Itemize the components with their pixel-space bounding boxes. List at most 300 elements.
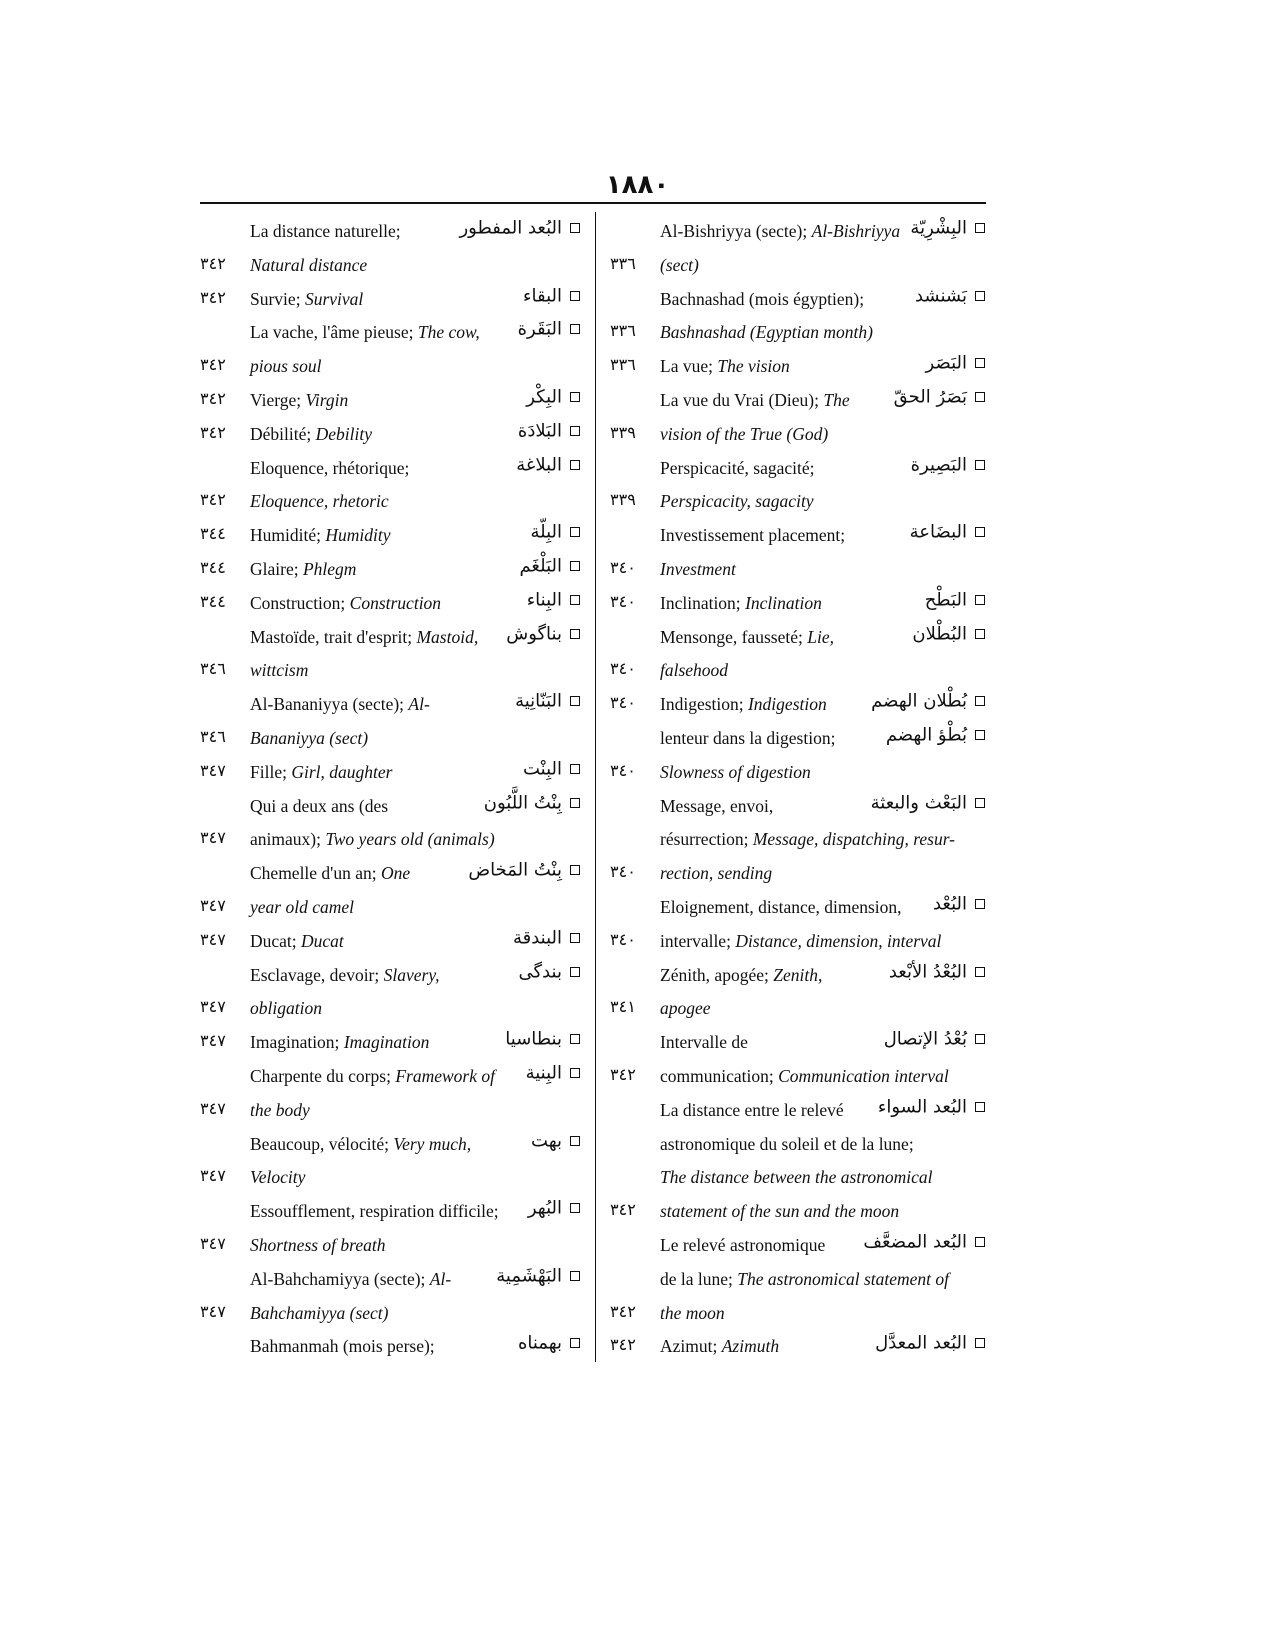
dictionary-line — [190, 1297, 590, 1331]
dictionary-line — [600, 384, 995, 418]
dictionary-line — [190, 249, 590, 283]
arabic-term: بهت — [531, 1130, 562, 1152]
dictionary-line — [190, 1161, 590, 1195]
translation-text — [660, 356, 790, 377]
english-text: year old camel — [250, 896, 354, 917]
dictionary-line — [600, 587, 995, 621]
arabic-headword — [894, 386, 985, 408]
translation-text — [250, 1032, 429, 1053]
french-text: La vache, l'âme pieuse; — [250, 322, 414, 343]
dictionary-line — [190, 316, 590, 350]
translation-text — [250, 390, 348, 411]
arabic-term: البُهر — [527, 1197, 562, 1219]
arabic-headword — [889, 961, 985, 983]
entry-bullet-icon — [975, 1102, 985, 1112]
translation-text — [250, 1269, 451, 1290]
entry-bullet-icon — [570, 967, 580, 977]
english-text: wittcism — [250, 660, 309, 681]
french-text: lenteur dans la digestion; — [660, 727, 836, 748]
dictionary-line — [190, 418, 590, 452]
page-reference: ٣٤٠ — [610, 929, 636, 949]
entry-bullet-icon — [570, 527, 580, 537]
arabic-term: البَهْشَمِية — [496, 1265, 562, 1287]
arabic-term: بَشنشد — [914, 285, 967, 307]
dictionary-line — [190, 215, 590, 249]
translation-text — [660, 593, 822, 614]
french-text: de la lune; — [660, 1268, 733, 1289]
arabic-headword — [875, 1332, 985, 1354]
entry-bullet-icon — [570, 1068, 580, 1078]
dictionary-line — [190, 553, 590, 587]
entry-bullet-icon — [975, 460, 985, 470]
page-reference: ٣٤٧ — [200, 895, 226, 915]
arabic-term: البُعد المفطور — [459, 217, 562, 239]
dictionary-line — [600, 654, 995, 688]
page-reference: ٣٤٤ — [200, 591, 226, 611]
translation-text — [250, 1100, 310, 1121]
page-reference: ٣٤٠ — [610, 557, 636, 577]
entry-bullet-icon — [570, 460, 580, 470]
dictionary-line — [190, 688, 590, 722]
translation-text — [660, 728, 835, 749]
arabic-headword — [505, 1028, 580, 1050]
french-text: Essoufflement, respiration difficile; — [250, 1201, 499, 1222]
left-column — [190, 215, 590, 1364]
translation-text — [660, 1336, 779, 1357]
english-text: Investment — [660, 558, 736, 579]
translation-text — [250, 1134, 471, 1155]
dictionary-line — [600, 485, 995, 519]
page-reference: ٣٣٩ — [610, 490, 636, 510]
dictionary-line — [190, 587, 590, 621]
dictionary-line — [600, 722, 995, 756]
translation-text — [660, 627, 834, 648]
french-text: Humidité; — [250, 525, 321, 546]
dictionary-line — [190, 452, 590, 486]
arabic-term: بهمناه — [517, 1332, 562, 1354]
translation-text — [250, 796, 388, 817]
english-text: Eloquence, rhetoric — [250, 491, 389, 512]
entry-bullet-icon — [975, 730, 985, 740]
english-text: vision of the True (God) — [660, 423, 829, 444]
french-text: Zénith, apogée; — [660, 964, 769, 985]
translation-text — [660, 390, 850, 411]
page-reference: ٣٤٠ — [610, 659, 636, 679]
page-reference: ٣٤٢ — [610, 1064, 636, 1084]
arabic-term: البَعْث والبعثة — [870, 792, 967, 814]
entry-bullet-icon — [570, 291, 580, 301]
entry-bullet-icon — [570, 324, 580, 334]
english-text: Lie, — [807, 626, 835, 647]
page-reference: ٣٣٦ — [610, 355, 636, 375]
translation-text — [660, 255, 699, 276]
translation-text — [660, 289, 864, 310]
dictionary-line — [600, 823, 995, 857]
entry-bullet-icon — [975, 1237, 985, 1247]
arabic-term: البندقة — [512, 927, 562, 949]
arabic-headword — [518, 318, 580, 340]
translation-text — [250, 255, 367, 276]
french-text: Message, envoi, — [660, 795, 774, 816]
arabic-headword — [910, 521, 985, 543]
english-text: falsehood — [660, 660, 729, 681]
arabic-term: البقاء — [523, 285, 562, 307]
english-text: Ducat — [301, 930, 344, 951]
dictionary-line — [600, 553, 995, 587]
arabic-headword — [526, 386, 580, 408]
french-text: Imagination; — [250, 1032, 340, 1053]
arabic-term: البلاغة — [516, 454, 562, 476]
french-text: Al-Bishriyya (secte); — [660, 221, 808, 241]
arabic-headword — [871, 690, 985, 712]
arabic-headword — [526, 1062, 580, 1084]
french-text: Al-Bananiyya (secte); — [250, 694, 405, 715]
dictionary-line — [190, 756, 590, 790]
dictionary-line — [600, 688, 995, 722]
french-text: Eloquence, rhétorique; — [250, 457, 410, 478]
english-text: Indigestion — [747, 694, 827, 715]
arabic-headword — [515, 690, 580, 712]
translation-text — [250, 965, 440, 986]
page-reference: ٣٤٢ — [610, 1335, 636, 1355]
english-text: apogee — [660, 998, 711, 1019]
translation-text — [660, 1134, 914, 1155]
page-reference: ٣٤٠ — [610, 760, 636, 780]
arabic-headword — [528, 1197, 580, 1219]
english-text: Al- — [429, 1268, 452, 1289]
arabic-term: البِنية — [525, 1062, 562, 1084]
translation-text — [250, 525, 390, 546]
arabic-headword — [530, 521, 580, 543]
dictionary-line — [600, 857, 995, 891]
dictionary-line — [600, 1297, 995, 1331]
english-text: Humidity — [325, 525, 391, 546]
translation-text — [250, 458, 409, 479]
right-column — [600, 215, 995, 1364]
dictionary-line — [600, 1128, 995, 1162]
french-text: Eloignement, distance, dimension, — [660, 896, 902, 917]
dictionary-line — [190, 722, 590, 756]
arabic-headword — [878, 1096, 985, 1118]
dictionary-line — [190, 485, 590, 519]
french-text: Qui a deux ans (des — [250, 795, 389, 816]
arabic-headword — [915, 285, 985, 307]
dictionary-line — [600, 959, 995, 993]
arabic-term: البَقَرة — [517, 318, 562, 340]
arabic-headword — [518, 420, 580, 442]
page-reference: ٣٤٤ — [200, 524, 226, 544]
dictionary-line — [190, 925, 590, 959]
translation-text — [660, 1066, 949, 1087]
translation-text — [250, 289, 363, 310]
entry-bullet-icon — [975, 1338, 985, 1348]
arabic-term: بناگوش — [506, 623, 562, 645]
dictionary-line — [190, 823, 590, 857]
translation-text — [660, 965, 822, 986]
dictionary-line — [190, 283, 590, 317]
arabic-term: بِنْتُ المَخاض — [468, 859, 562, 881]
entry-bullet-icon — [975, 1034, 985, 1044]
entry-bullet-icon — [570, 1338, 580, 1348]
translation-text — [660, 221, 900, 242]
french-text: résurrection; — [660, 829, 749, 850]
arabic-term: البُعد المعدَّل — [875, 1332, 967, 1354]
arabic-headword — [523, 758, 580, 780]
page-reference: ٣٤٧ — [200, 1301, 226, 1321]
english-text: the body — [250, 1099, 310, 1120]
page-reference: ٣٤١ — [610, 997, 636, 1017]
arabic-headword — [518, 1332, 580, 1354]
arabic-headword — [523, 285, 580, 307]
french-text: Débilité; — [250, 423, 312, 444]
english-text: (sect) — [660, 254, 699, 275]
french-text: intervalle; — [660, 930, 731, 951]
translation-text — [250, 1303, 388, 1324]
english-text: Survival — [304, 288, 364, 309]
page-reference: ٣٤٠ — [610, 862, 636, 882]
english-text: pious soul — [250, 356, 322, 377]
translation-text — [250, 1167, 305, 1188]
dictionary-line — [600, 1026, 995, 1060]
dictionary-line — [600, 249, 995, 283]
english-text: Girl, daughter — [291, 761, 393, 782]
arabic-term: البضَاعة — [909, 521, 967, 543]
translation-text — [250, 829, 495, 850]
dictionary-line — [190, 1128, 590, 1162]
entry-bullet-icon — [570, 1034, 580, 1044]
dictionary-line — [190, 1195, 590, 1229]
english-text: The cow, — [417, 322, 480, 343]
arabic-term: بِنْتُ اللَّبُون — [483, 792, 562, 814]
page-reference: ٣٤٦ — [200, 726, 226, 746]
english-text: Construction — [349, 592, 442, 613]
dictionary-line — [600, 1263, 995, 1297]
translation-text — [660, 931, 941, 952]
dictionary-line — [190, 654, 590, 688]
french-text: Ducat; — [250, 930, 297, 951]
entry-bullet-icon — [570, 764, 580, 774]
dictionary-line — [190, 857, 590, 891]
dictionary-line — [600, 1161, 995, 1195]
page-reference: ٣٤٢ — [200, 422, 226, 442]
translation-text — [660, 322, 873, 343]
english-text: One — [380, 863, 411, 884]
arabic-headword — [519, 961, 580, 983]
arabic-headword — [513, 927, 580, 949]
dictionary-line — [600, 621, 995, 655]
english-text: Very much, — [393, 1133, 472, 1154]
french-text: Esclavage, devoir; — [250, 964, 380, 985]
dictionary-line — [190, 1094, 590, 1128]
arabic-term: بُطْؤ الهضم — [885, 724, 967, 746]
column-divider — [595, 212, 596, 1362]
page-reference: ٣٤٧ — [200, 1233, 226, 1253]
entry-bullet-icon — [570, 1271, 580, 1281]
french-text: La vue du Vrai (Dieu); — [660, 389, 819, 410]
dictionary-line — [600, 350, 995, 384]
french-text: Vierge; — [250, 389, 302, 410]
translation-text — [660, 458, 815, 479]
arabic-headword — [911, 454, 985, 476]
arabic-term: البَصِيرة — [910, 454, 967, 476]
translation-text — [250, 1235, 385, 1256]
dictionary-line — [190, 350, 590, 384]
english-text: Zenith, — [773, 964, 823, 985]
english-text: Bananiyya (sect) — [250, 727, 369, 748]
french-text: Azimut; — [660, 1336, 718, 1357]
dictionary-line — [600, 283, 995, 317]
french-text: communication; — [660, 1065, 774, 1086]
translation-text — [660, 998, 711, 1019]
english-text: Inclination — [745, 592, 822, 613]
entry-bullet-icon — [570, 798, 580, 808]
arabic-term: بنطاسيا — [505, 1028, 562, 1050]
translation-text — [660, 424, 828, 445]
french-text: Al-Bahchamiyya (secte); — [250, 1268, 426, 1289]
translation-text — [250, 322, 480, 343]
dictionary-line — [600, 891, 995, 925]
translation-text — [660, 525, 845, 546]
translation-text — [660, 1235, 825, 1256]
page-reference: ٣٤٤ — [200, 557, 226, 577]
arabic-headword — [863, 1231, 985, 1253]
entry-bullet-icon — [975, 527, 985, 537]
dictionary-line — [600, 452, 995, 486]
english-text: Imagination — [343, 1032, 430, 1053]
translation-text — [660, 796, 773, 817]
page-reference: ٣٤٢ — [610, 1200, 636, 1220]
page-reference: ٣٤٢ — [200, 287, 226, 307]
translation-text — [660, 1303, 725, 1324]
translation-text — [660, 762, 811, 783]
translation-text — [660, 897, 902, 918]
english-text: obligation — [250, 998, 322, 1019]
arabic-headword — [519, 555, 580, 577]
french-text: animaux); — [250, 829, 321, 850]
french-text: La distance naturelle; — [250, 221, 401, 241]
translation-text — [250, 593, 441, 614]
arabic-term: البُعْدُ الأبْعد — [888, 961, 967, 983]
entry-bullet-icon — [570, 595, 580, 605]
entry-bullet-icon — [570, 426, 580, 436]
arabic-headword — [496, 1265, 580, 1287]
arabic-headword — [516, 454, 580, 476]
dictionary-line — [190, 1263, 590, 1297]
dictionary-line — [600, 1229, 995, 1263]
arabic-headword — [871, 792, 985, 814]
translation-text — [250, 762, 392, 783]
english-text: The vision — [717, 356, 790, 377]
page-reference: ٣٤٢ — [200, 490, 226, 510]
french-text: Perspicacité, sagacité; — [660, 457, 815, 478]
english-text: The — [823, 389, 850, 410]
translation-text — [660, 660, 728, 681]
arabic-term: البِنْت — [522, 758, 562, 780]
french-text: Fille; — [250, 761, 287, 782]
french-text: Intervalle de — [660, 1032, 748, 1053]
french-text: La distance entre le relevé — [660, 1099, 844, 1120]
english-text: Phlegm — [302, 558, 357, 579]
translation-text — [660, 863, 772, 884]
french-text: Bachnashad (mois égyptien); — [660, 288, 865, 309]
page-reference: ٣٣٦ — [610, 321, 636, 341]
french-text: Glaire; — [250, 558, 299, 579]
translation-text — [250, 728, 368, 749]
english-text: The astronomical statement of — [737, 1268, 950, 1289]
arabic-term: البِلّة — [530, 521, 562, 543]
english-text: Communication interval — [778, 1065, 949, 1086]
french-text: Le relevé astronomique — [660, 1234, 826, 1255]
arabic-term: البُعْد — [932, 893, 967, 915]
arabic-headword — [484, 792, 580, 814]
dictionary-line — [600, 519, 995, 553]
arabic-term: البَلْغَم — [519, 555, 562, 577]
page-reference: ٣٤٢ — [200, 388, 226, 408]
arabic-headword — [527, 589, 580, 611]
english-text: Bahchamiyya (sect) — [250, 1302, 389, 1323]
dictionary-line — [190, 959, 590, 993]
entry-bullet-icon — [975, 967, 985, 977]
page-reference: ٣٤٧ — [200, 828, 226, 848]
english-text: Mastoid, — [416, 626, 479, 647]
arabic-headword — [925, 589, 985, 611]
dictionary-line — [600, 925, 995, 959]
arabic-headword — [926, 352, 985, 374]
english-text: Azimuth — [721, 1336, 780, 1357]
english-text: Natural distance — [250, 254, 368, 275]
arabic-term: البُطْلان — [912, 623, 967, 645]
page-reference: ٣٤٧ — [200, 1031, 226, 1051]
entry-bullet-icon — [570, 865, 580, 875]
translation-text — [660, 559, 736, 580]
entry-bullet-icon — [570, 696, 580, 706]
translation-text — [250, 1201, 499, 1222]
english-text: Al- — [408, 694, 430, 715]
arabic-term: البَطْح — [924, 589, 967, 611]
french-text: Construction; — [250, 592, 346, 613]
translation-text — [660, 491, 814, 512]
translation-text — [660, 1100, 844, 1121]
arabic-term: البُعد المضعَّف — [863, 1231, 967, 1253]
dictionary-line — [190, 384, 590, 418]
entry-bullet-icon — [975, 696, 985, 706]
english-text: rection, sending — [660, 863, 773, 884]
arabic-term: بُعْدُ الإتصال — [883, 1028, 967, 1050]
translation-text — [250, 998, 322, 1019]
entry-bullet-icon — [975, 291, 985, 301]
translation-text — [250, 356, 321, 377]
french-text: Investissement placement; — [660, 525, 846, 546]
entry-bullet-icon — [975, 358, 985, 368]
page-reference: ٣٤٢ — [200, 355, 226, 375]
page-reference: ٣٤٧ — [200, 760, 226, 780]
dictionary-line — [600, 1060, 995, 1094]
page-reference: ٣٤٦ — [200, 659, 226, 679]
translation-text — [660, 1201, 899, 1222]
english-text: Two years old (animals) — [325, 829, 495, 850]
english-text: the moon — [660, 1302, 725, 1323]
dictionary-line — [600, 418, 995, 452]
arabic-headword — [468, 859, 580, 881]
english-text: Slavery, — [383, 964, 440, 985]
french-text: Mensonge, fausseté; — [660, 626, 803, 647]
arabic-term: بُطْلان الهضم — [871, 690, 967, 712]
page-reference: ٣٤٧ — [200, 1098, 226, 1118]
english-text: Al-Bishriyya — [811, 221, 901, 241]
translation-text — [660, 829, 955, 850]
arabic-term: البَصَر — [925, 352, 967, 374]
entry-bullet-icon — [570, 629, 580, 639]
